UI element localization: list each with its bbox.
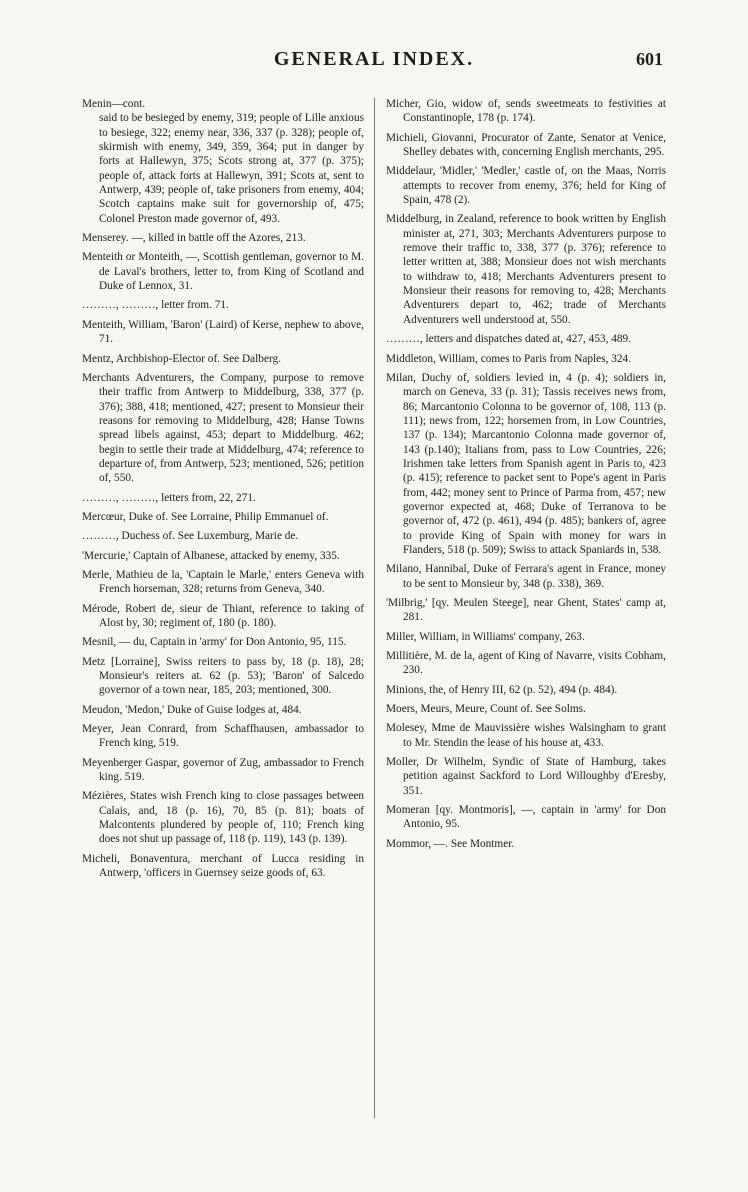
index-entry: Moers, Meurs, Meure, Count of. See Solms. [386,703,586,716]
index-entry: Momeran [qy. Montmoris], —, captain in 'army' for Don Antonio, 95. [386,804,666,831]
index-entry: Milano, Hannibal, Duke of Ferrara's agent in France, money to be sent to Monsieur by, 348 (p. 338), 369. [386,563,666,590]
index-entry: Millitière, M. de la, agent of King of Navarre, visits Cobham, 230. [386,650,666,677]
index-column-left [82,97,364,886]
index-column-right [386,97,666,856]
index-entry: Miller, William, in Williams' company, 263. [386,630,585,643]
index-entry: Micheli, Bonaventura, merchant of Lucca residing in Antwerp, 'officers in Guernsey seize goods of, 63. [82,852,364,880]
index-entry: Meyer, Jean Conrard, from Schaffhausen, ambassador to French king, 519. [82,723,364,750]
index-entry: Meyenberger Gaspar, governor of Zug, ambassador to French king. 519. [82,756,364,784]
index-entry: Merchants Adventurers, the Company, purpose to remove their traffic from Antwerp to Middelburg, 338, 377 (p. 376); 388, 418; mentioned, 427; present to Monsieur their reasons for removing to Middelburg, 428; Hanse Towns spread libels against, 453; depart to Middelburg. 462; begin to settle their trade at Middelburg, 474; reference to departure of, from Antwerp, 523; mentioned, 526; petition of, 550. [82,371,364,485]
index-entry: Meudon, 'Medon,' Duke of Guise lodges at, 484. [82,703,302,716]
column-divider [374,98,375,1118]
index-entry: 'Milbrig,' [qy. Meulen Steege], near Ghent, States' camp at, 281. [386,597,666,624]
index-entry: Menteith or Monteith, —, Scottish gentleman, governor to M. de Laval's brothers, letter to, from King of Scotland and Duke of Lennox, 31. [82,251,364,293]
index-entry: Middelaur, 'Midler,' 'Medler,' castle of, on the Maas, Norris attempts to recover from enemy, 376; held for King of Spain, 478 (2). [386,165,666,207]
index-entry: Mérode, Robert de, sieur de Thiant, reference to taking of Alost by, 30; regiment of, 180 (p. 180). [82,602,364,629]
index-entry: Milan, Duchy of, soldiers levied in, 4 (p. 4); soldiers in, march on Geneva, 33 (p. 31); Tassis receives news from, 86; Marcantonio Colonna to be governor of, 108, 113 (p. 111); news from, 122; horsemen from, in Low Countries, 137 (p. 134); Marcantonio Colonna made governor of, 143 (p.140); Italians from, pass to Low Countries, 226; Irishmen take letters from Spanish agent in Paris to, 423 (p. 415); reference to packet sent to Pope's agent in Paris from, 442; money sent to Prince of Parma from, 457; new governor expected at, 468; Duke of Terranova to be governor of, 472 (p. 461), 494 (p. 485); bankers of, agree to provide King of Spain with money for wars in Flanders, 518 (p. 509); Swiss to attack Spaniards in, 538. [386,371,666,556]
index-entry: Menserey. —, killed in battle off the Azores, 213. [82,232,306,245]
index-entry: Mercœur, Duke of. See Lorraine, Philip Emmanuel of. [82,510,329,523]
index-entry: 'Mercurie,' Captain of Albanese, attacked by enemy, 335. [82,549,340,562]
index-entry: Merle, Mathieu de la, 'Captain le Marle,' enters Geneva with French horseman, 328; returns from Geneva, 340. [82,568,364,596]
index-entry: Menteith, William, 'Baron' (Laird) of Kerse, nephew to above, 71. [82,318,364,346]
page-header [0,48,748,78]
index-entry: Moller, Dr Wilhelm, Syndic of State of Hamburg, takes petition against Sackford to Lord Willoughby d'Eresby, 351. [386,756,666,797]
index-entry: said to be besieged by enemy, 319; people of Lille anxious to besiege, 322; enemy near, 336, 337 (p. 328); people of, skirmish with enemy, 349, 359, 364; put in danger by forts at Hallewyn, 375; Scots strong at, 377 (p. 375); people of, attack forts at Hallewyn, 391; Scots at, sent to Antwerp, 439; people of, take prisoners from enemy, 404; Scotch captains make suit for governorship of, 475; Colonel Preston made governor of, 493. [99,112,364,225]
index-entry: Micher, Gio, widow of, sends sweetmeats to festivities at Constantinople, 178 (p. 174). [386,98,666,125]
page-title: GENERAL INDEX. [273,48,475,70]
index-entry: Metz [Lorraine], Swiss reiters to pass by, 18 (p. 18), 28; Monsieur's reiters at. 62 (p. 53); 'Baron' of Salcedo governor of a town near, 185, 203; mentioned, 300. [82,655,364,697]
index-entry: Middleton, William, comes to Paris from Naples, 324. [386,352,632,365]
index-entry: Middelburg, in Zealand, reference to book written by English minister at, 271, 303; Merchants Adventurers purpose to remove their traffic to, 338, 377 (p. 376); reference to letter written at, 388; Monsieur does not wish merchants to withdraw to, 418; Merchants Adventurers present to Monsieur their reasons for removing to, 428; Merchants Adventurers depart to, 462; trade of Merchants Adventurers well understood at, 550. [386,213,666,326]
index-entry: Mentz, Archbishop-Elector of. See Dalberg. [82,352,281,365]
index-entry: Mézières, States wish French king to close passages between Calais, and, 18 (p. 16), 70, 85 (p. 81); boats of Malcontents plundered by people of, 110; French king does not shut up passage of, 118 (p. 119), 143 (p. 139). [82,790,364,846]
index-entry: ………, letters and dispatches dated at, 427, 453, 489. [386,333,632,346]
index-entry: Mommor, —. See Montmer. [386,837,515,850]
index-entry: Mesnil, — du, Captain in 'army' for Don Antonio, 95, 115. [82,636,347,649]
index-entry: Michieli, Giovanni, Procurator of Zante, Senator at Venice, Shelley debates with, concerning English merchants, 295. [386,131,666,159]
page-number: 601 [636,49,663,69]
index-entry: Minions, the, of Henry III, 62 (p. 52), 494 (p. 484). [386,683,618,696]
index-entry: ………, ………, letter from. 71. [82,299,229,312]
index-entry: ………, Duchess of. See Luxemburg, Marie de. [82,530,299,543]
index-entry: Menin—cont. [82,98,146,110]
index-entry: Molesey, Mme de Mauvissière wishes Walsingham to grant to Mr. Stendin the lease of his house at, 433. [386,722,666,749]
index-entry: ………, ………, letters from, 22, 271. [82,491,256,504]
